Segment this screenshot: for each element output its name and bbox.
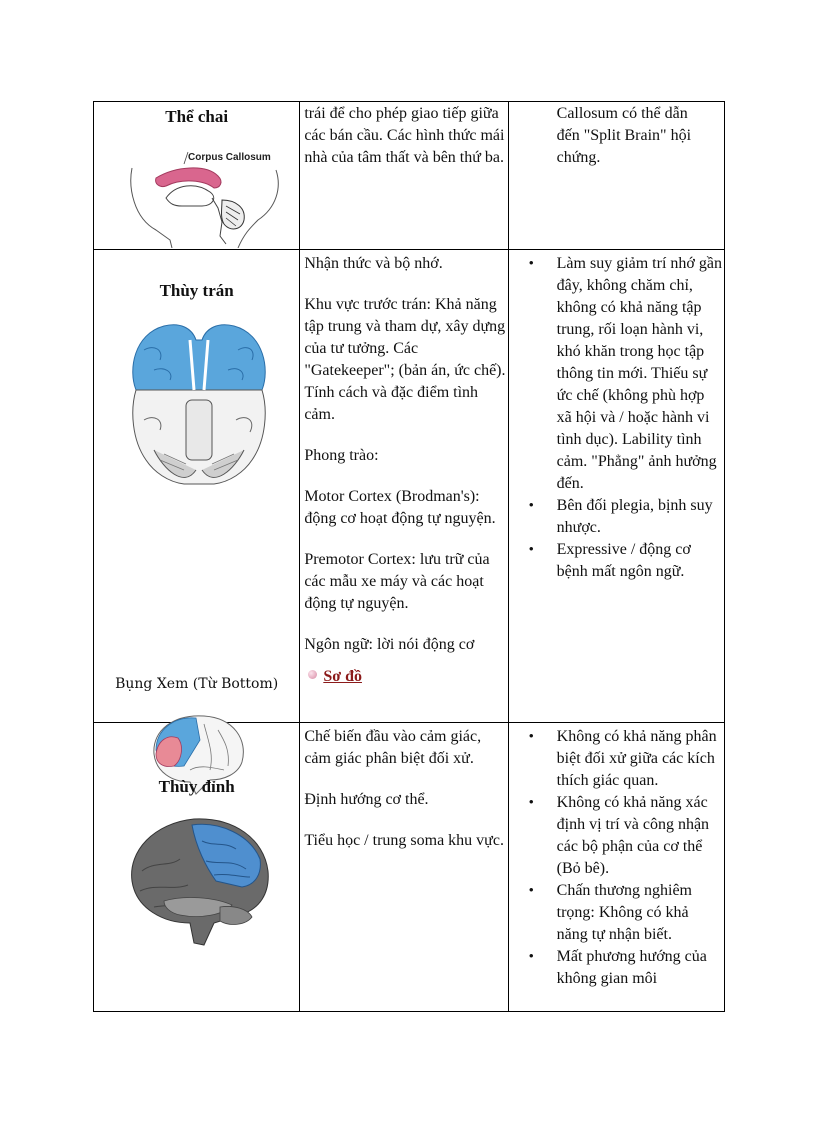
region-title: Thùy trán	[159, 281, 234, 300]
list-item: • Bên đối plegia, bịnh suy nhược.	[509, 495, 724, 539]
function-text: Định hướng cơ thể.	[304, 791, 429, 808]
list-item: • Mất phương hướng của không gian môi	[509, 946, 724, 990]
region-cell	[94, 250, 300, 723]
list-item: • Làm suy giảm trí nhớ gần đây, không chăm chỉ, không có khả năng tập trung, rối loạn hành vi, khó khăn trong học tập thông tin mới. Thiếu sự ức chế (không phù hợp xã hội và / hoặc hành vi tình dục). Lability tình cảm. "Phẳng" ảnh hưởng đến.	[509, 253, 724, 495]
list-item: • Chấn thương nghiêm trọng: Không có khả năng tự nhận biết.	[509, 880, 724, 946]
function-text: Premotor Cortex: lưu trữ của các mẫu xe máy và các hoạt động tự nguyện.	[304, 551, 490, 612]
list-item: • Không có khả năng phân biệt đối xử giữa các kích thích giác quan.	[509, 726, 724, 792]
function-text: Ngôn ngữ: lời nói động cơ	[304, 636, 475, 653]
effects-list	[509, 253, 724, 583]
effects-cell	[508, 250, 724, 723]
bottom-view-caption: Bụng Xem (Từ Bottom)	[115, 676, 279, 692]
function-text: Chế biến đầu vào cảm giác, cảm giác phân biệt đối xử.	[304, 728, 482, 767]
brain-regions-table	[93, 101, 725, 1012]
function-text: Tiểu học / trung soma khu vực.	[304, 832, 504, 849]
corpus-callosum-illustration	[126, 148, 286, 248]
function-text: Motor Cortex (Brodman's): động cơ hoạt động tự nguyện.	[304, 488, 496, 527]
region-cell	[94, 102, 300, 250]
list-item: • Expressive / động cơ bệnh mất ngôn ngữ.	[509, 539, 724, 583]
bullet-icon	[308, 670, 317, 679]
effects-cell	[508, 102, 724, 250]
effects-list	[509, 726, 724, 990]
diagram-link[interactable]: Sơ đồ	[323, 668, 362, 685]
table-row	[94, 102, 725, 250]
brain-parietal-illustration	[124, 811, 274, 951]
effects-cell	[508, 723, 724, 1012]
brain-bottom-view-illustration	[124, 320, 274, 500]
function-text: Phong trào:	[304, 447, 379, 464]
function-text: Khu vực trước trán: Khả năng tập trung và tham dự, xây dựng của tư tưởng. Các "Gatekeeper"; (bản án, ức chế). Tính cách và đặc điểm tình cảm.	[304, 296, 506, 423]
function-cell	[300, 723, 508, 1012]
table-row	[94, 250, 725, 723]
diagram-link-row	[300, 666, 507, 688]
effects-text: Callosum có thể dẫn đến "Split Brain" hội chứng.	[556, 105, 692, 166]
function-text: Nhận thức và bộ nhớ.	[304, 255, 443, 272]
list-item: • Không có khả năng xác định vị trí và công nhận các bộ phận của cơ thể (Bỏ bê).	[509, 792, 724, 880]
region-title: Thùy đỉnh	[158, 777, 235, 796]
function-cell	[300, 250, 508, 723]
function-cell	[300, 102, 508, 250]
corpus-callosum-label: Corpus Callosum	[188, 152, 271, 163]
region-title: Thể chai	[165, 107, 229, 126]
function-text: trái để cho phép giao tiếp giữa các bán cầu. Các hình thức mái nhà của tâm thất và bên thứ ba.	[304, 105, 505, 166]
